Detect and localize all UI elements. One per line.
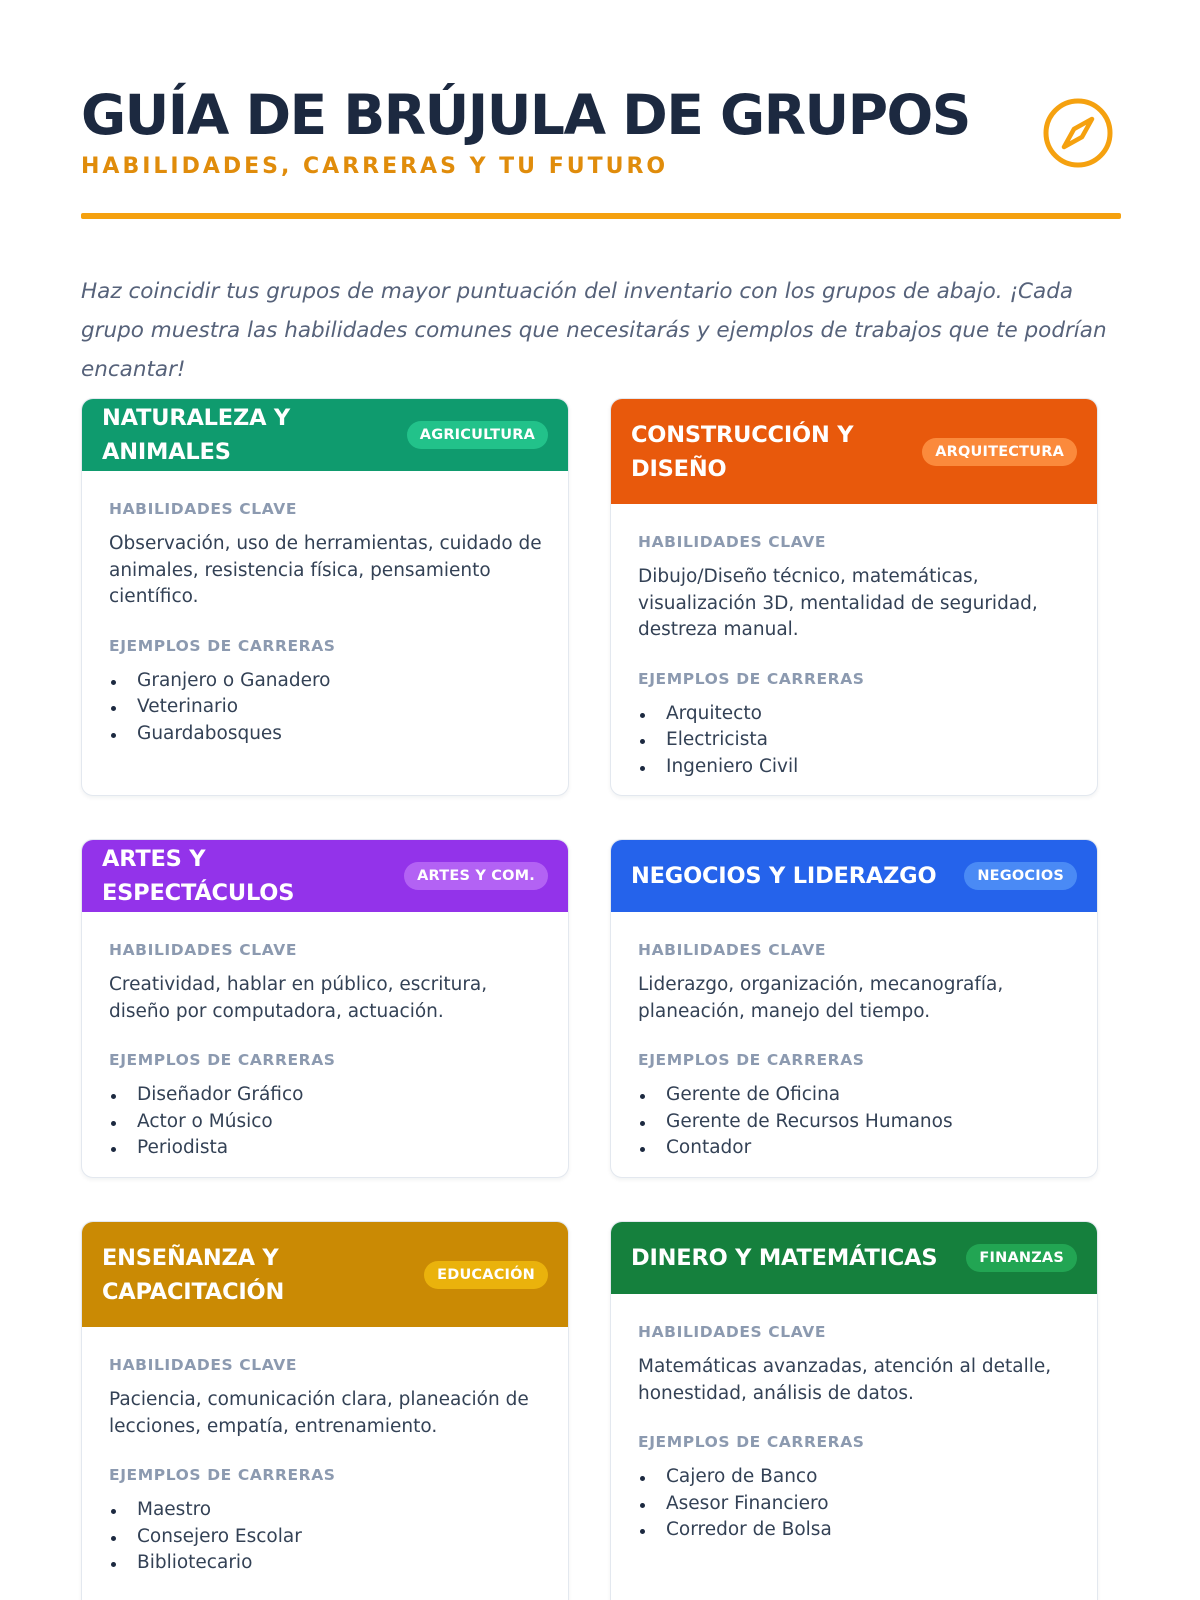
careers-list <box>109 668 542 748</box>
careers-list <box>638 1464 1071 1544</box>
list-item: Granjero o Ganadero <box>109 668 542 695</box>
cluster-title: NEGOCIOS Y LIDERAZGO <box>631 863 937 889</box>
list-item: Electricista <box>638 727 1071 754</box>
cluster-card-header <box>82 399 568 471</box>
cluster-card-body <box>611 912 1097 1162</box>
careers-label: EJEMPLOS DE CARRERAS <box>109 1466 336 1484</box>
careers-list <box>109 1082 542 1162</box>
list-item: Guardabosques <box>109 721 542 748</box>
list-item: Diseñador Gráfico <box>109 1082 542 1109</box>
list-item: Cajero de Banco <box>638 1464 1071 1491</box>
skills-text: Creatividad, hablar en público, escritura, diseño por computadora, actuación. <box>109 974 488 1022</box>
cluster-card-header <box>611 1222 1097 1294</box>
skills-text: Liderazgo, organización, mecanografía, planeación, manejo del tiempo. <box>638 974 1004 1022</box>
cluster-card <box>81 398 569 796</box>
intro-text: Haz coincidir tus grupos de mayor puntuación del inventario con los grupos de abajo. ¡Cada grupo muestra las habilidades comunes que necesitarás y ejemplos de trabajos que te podrían encantar! <box>81 279 1107 382</box>
cluster-card-header <box>82 840 568 912</box>
header-divider <box>81 213 1121 219</box>
cluster-card <box>610 1221 1098 1600</box>
careers-list <box>638 701 1071 781</box>
skills-text: Observación, uso de herramientas, cuidado de animales, resistencia física, pensamiento científico. <box>109 533 542 607</box>
careers-label: EJEMPLOS DE CARRERAS <box>109 1051 336 1069</box>
page-header <box>81 82 1121 222</box>
list-item: Actor o Músico <box>109 1109 542 1136</box>
cluster-card <box>610 398 1098 796</box>
cluster-badge: ARTES Y COM. <box>404 862 548 890</box>
careers-label: EJEMPLOS DE CARRERAS <box>638 1051 865 1069</box>
skills-text: Paciencia, comunicación clara, planeación de lecciones, empatía, entrenamiento. <box>109 1389 529 1437</box>
skills-text: Dibujo/Diseño técnico, matemáticas, visualización 3D, mentalidad de seguridad, destreza manual. <box>638 566 1038 640</box>
cluster-card-header <box>82 1222 568 1327</box>
cluster-badge: NEGOCIOS <box>964 862 1077 890</box>
cluster-card-body <box>82 912 568 1162</box>
list-item: Consejero Escolar <box>109 1524 542 1551</box>
careers-label: EJEMPLOS DE CARRERAS <box>638 1433 865 1451</box>
cluster-title: CONSTRUCCIÓN Y DISEÑO <box>631 421 854 482</box>
page-title: GUÍA DE BRÚJULA DE GRUPOS <box>81 83 970 147</box>
cluster-card-header <box>611 399 1097 504</box>
list-item: Bibliotecario <box>109 1550 542 1577</box>
list-item: Maestro <box>109 1497 542 1524</box>
cluster-title: NATURALEZA Y ANIMALES <box>102 405 291 465</box>
cluster-badge: ARQUITECTURA <box>922 438 1077 466</box>
cluster-title: ARTES Y ESPECTÁCULOS <box>102 846 295 906</box>
cluster-card <box>81 839 569 1178</box>
cluster-card-body <box>611 504 1097 780</box>
cluster-badge: FINANZAS <box>966 1244 1077 1272</box>
cluster-card-body <box>82 1327 568 1577</box>
skills-label: HABILIDADES CLAVE <box>109 941 298 959</box>
cluster-title: DINERO Y MATEMÁTICAS <box>631 1245 938 1271</box>
skills-label: HABILIDADES CLAVE <box>638 533 827 551</box>
list-item: Arquitecto <box>638 701 1071 728</box>
list-item: Veterinario <box>109 694 542 721</box>
skills-text: Matemáticas avanzadas, atención al detalle, honestidad, análisis de datos. <box>638 1356 1052 1404</box>
careers-label: EJEMPLOS DE CARRERAS <box>638 669 865 688</box>
cluster-card <box>610 839 1098 1178</box>
list-item: Gerente de Recursos Humanos <box>638 1109 1071 1136</box>
cluster-card-body <box>611 1294 1097 1544</box>
cluster-card-body <box>82 471 568 747</box>
list-item: Contador <box>638 1135 1071 1162</box>
list-item: Corredor de Bolsa <box>638 1517 1071 1544</box>
careers-list <box>109 1497 542 1577</box>
careers-label: EJEMPLOS DE CARRERAS <box>109 636 336 655</box>
skills-label: HABILIDADES CLAVE <box>109 1356 298 1374</box>
compass-icon <box>1042 97 1114 169</box>
skills-label: HABILIDADES CLAVE <box>638 1323 827 1341</box>
cluster-card-header <box>611 840 1097 912</box>
list-item: Ingeniero Civil <box>638 754 1071 781</box>
cluster-badge: AGRICULTURA <box>407 421 548 449</box>
cluster-card <box>81 1221 569 1600</box>
skills-label: HABILIDADES CLAVE <box>109 500 298 518</box>
list-item: Periodista <box>109 1135 542 1162</box>
cluster-badge: EDUCACIÓN <box>424 1261 548 1289</box>
cluster-title: ENSEÑANZA Y CAPACITACIÓN <box>102 1244 285 1305</box>
list-item: Gerente de Oficina <box>638 1082 1071 1109</box>
list-item: Asesor Financiero <box>638 1491 1071 1518</box>
guide-page <box>81 0 1121 1600</box>
skills-label: HABILIDADES CLAVE <box>638 941 827 959</box>
careers-list <box>638 1082 1071 1162</box>
page-subtitle: HABILIDADES, CARRERAS Y TU FUTURO <box>81 154 669 179</box>
